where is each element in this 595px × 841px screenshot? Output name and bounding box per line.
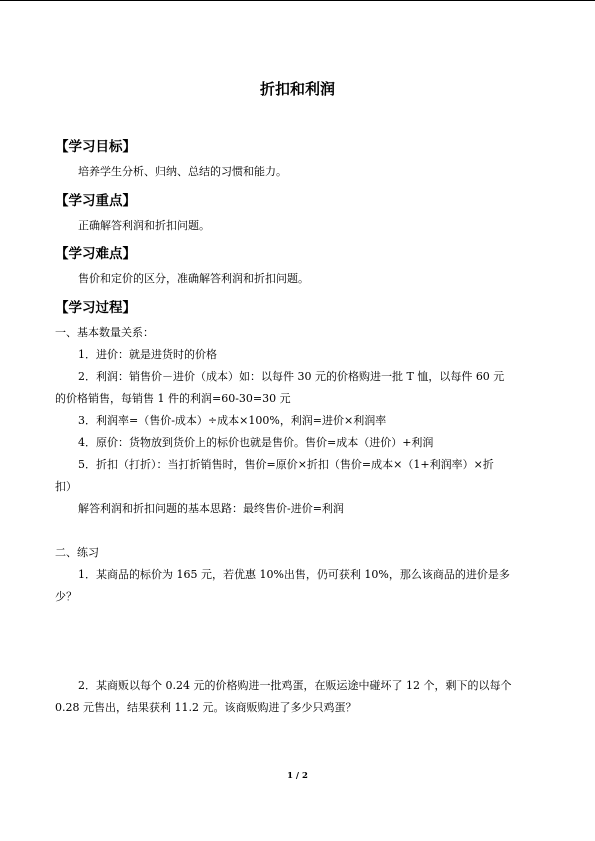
- part1-summary: 解答利润和折扣问题的基本思路：最终售价-进价=利润: [78, 502, 344, 515]
- heading-key: 【学习重点】: [55, 193, 136, 209]
- heading-goal: 【学习目标】: [55, 139, 136, 155]
- key-text: 正确解答利润和折扣问题。: [78, 219, 210, 232]
- page-title: 折扣和利润: [259, 80, 335, 98]
- top-border: [0, 0, 595, 1]
- page-number: 1 / 2: [287, 771, 308, 781]
- difficulty-text: 售价和定价的区分，准确解答利润和折扣问题。: [78, 272, 309, 285]
- question-2b: 0.28 元售出，结果获利 11.2 元。该商贩购进了多少只鸡蛋？: [55, 701, 357, 714]
- part2-heading: 二、练习: [55, 546, 99, 559]
- part1-item4: 4．原价：货物放到货价上的标价也就是售价。售价=成本（进价）+利润: [78, 436, 434, 449]
- question-1b: 少？: [55, 590, 77, 603]
- question-1a: 1．某商品的标价为 165 元，若优惠 10%出售，仍可获利 10%，那么该商品的进价是多: [78, 568, 510, 581]
- part1-item2b: 的价格销售，每销售 1 件的利润=60-30=30 元: [55, 392, 291, 405]
- heading-difficulty: 【学习难点】: [55, 246, 136, 262]
- part1-item5a: 5．折扣（打折）：当打折销售时，售价=原价×折扣（售价=成本×（1+利润率）×折: [78, 458, 494, 471]
- heading-process: 【学习过程】: [55, 300, 136, 316]
- part1-heading: 一、基本数量关系：: [55, 326, 154, 339]
- part1-item2a: 2．利润：销售价－进价（成本）如：以每件 30 元的价格购进一批 T 恤，以每件 60 元: [78, 370, 505, 383]
- question-2a: 2．某商贩以每个 0.24 元的价格购进一批鸡蛋，在贩运途中碰坏了 12 个，剩下的以每个: [78, 679, 512, 692]
- part1-item5b: 扣）: [55, 480, 77, 493]
- goal-text: 培养学生分析、归纳、总结的习惯和能力。: [78, 165, 287, 178]
- part1-item1: 1．进价：就是进货时的价格: [78, 348, 217, 361]
- part1-item3: 3．利润率=（售价-成本）÷成本×100%，利润=进价×利润率: [78, 414, 387, 427]
